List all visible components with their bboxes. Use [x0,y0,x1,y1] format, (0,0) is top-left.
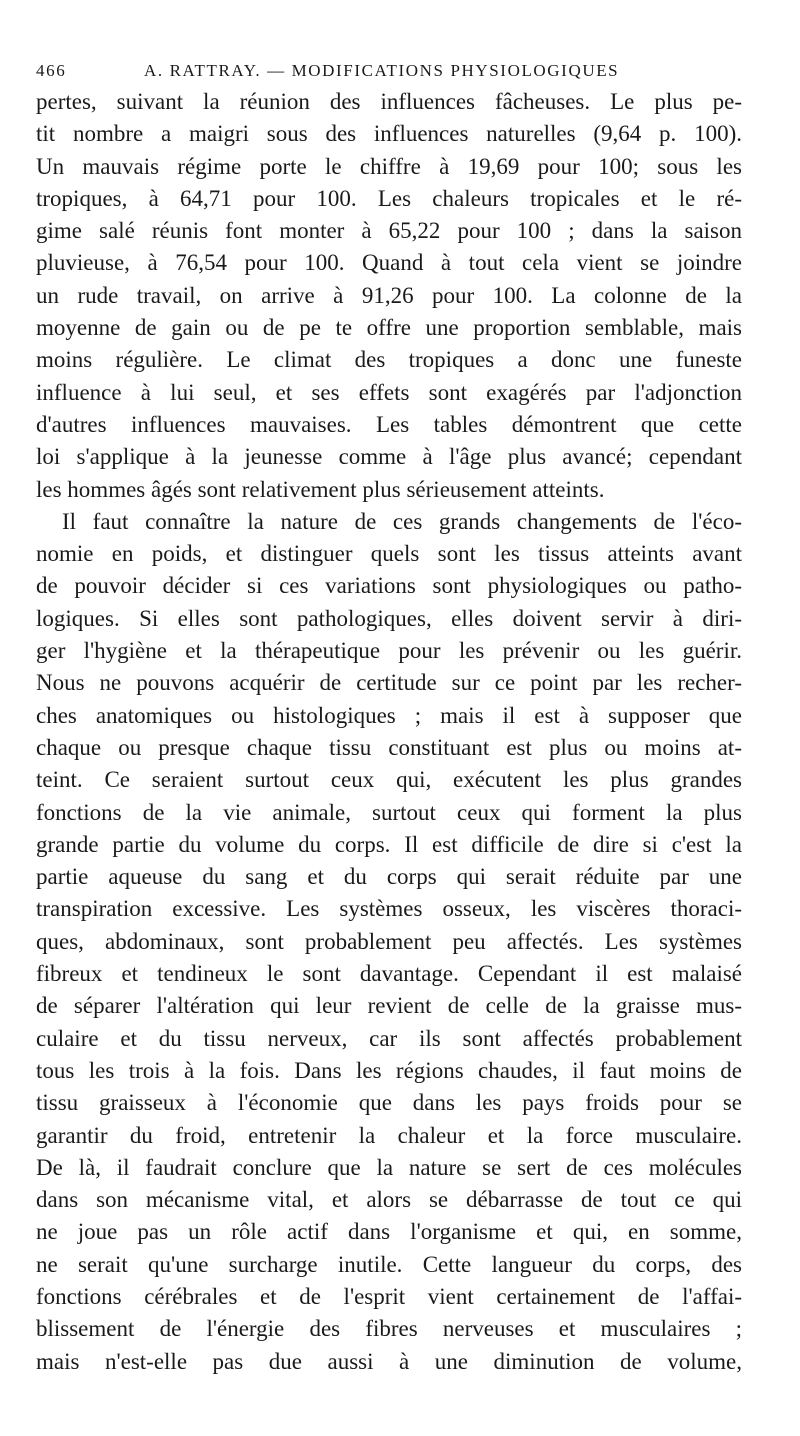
text-line: tit nombre a maigri sous des influences naturelles (9,64 p. 100). [36,121,742,147]
text-line: nomie en poids, et distinguer quels sont les tissus atteints avant [36,541,742,567]
text-line: culaire et du tissu nerveux, car ils sont affectés probablement [36,1025,742,1051]
body-text [36,86,742,1378]
text-line: de pouvoir décider si ces variations sont physiologiques ou patho- [36,573,742,599]
text-line: Un mauvais régime porte le chiffre à 19,69 pour 100; sous les [36,153,742,179]
text-line: moyenne de gain ou de pe te offre une proportion semblable, mais [36,315,742,341]
text-line: influence à lui seul, et ses effets sont exagérés par l'adjonction [36,379,742,405]
text-line: loi s'applique à la jeunesse comme à l'âge plus avancé; cependant [36,444,742,470]
text-line: pertes, suivant la réunion des influences fâcheuses. Le plus pe- [36,89,742,114]
text-line: un rude travail, on arrive à 91,26 pour 100. La colonne de la [36,282,742,308]
text-line: ne serait qu'une surcharge inutile. Cette langueur du corps, des [36,1251,742,1277]
text-line: transpiration excessive. Les systèmes osseux, les viscères thoraci- [36,896,742,922]
text-line: logiques. Si elles sont pathologiques, elles doivent servir à diri- [36,605,742,631]
text-line: dans son mécanisme vital, et alors se débarrasse de tout ce qui [36,1187,742,1213]
text-line: Nous ne pouvons acquérir de certitude sur ce point par les recher- [36,670,742,696]
text-line: tissu graisseux à l'économie que dans les pays froids pour se [36,1090,742,1116]
text-line: fonctions de la vie animale, surtout ceux qui forment la plus [36,799,742,825]
text-line: ger l'hygiène et la thérapeutique pour les prévenir ou les guérir. [36,638,742,664]
text-line: mais n'est-elle pas due aussi à une diminution de volume, [36,1348,742,1374]
text-line: blissement de l'énergie des fibres nerveuses et musculaires ; [36,1316,742,1342]
text-line: ches anatomiques ou histologiques ; mais il est à supposer que [36,702,742,728]
text-line: de séparer l'altération qui leur revient de celle de la graisse mus- [36,993,742,1019]
text-line: ques, abdominaux, sont probablement peu affectés. Les systèmes [36,928,742,954]
running-head [36,58,742,84]
text-line: garantir du froid, entretenir la chaleur et la force musculaire. [36,1122,742,1148]
text-line: d'autres influences mauvaises. Les tables démontrent que cette [36,411,742,437]
text-line: teint. Ce seraient surtout ceux qui, exécutent les plus grandes [36,767,742,793]
text-line: tropiques, à 64,71 pour 100. Les chaleurs tropicales et le ré- [36,185,742,211]
text-line: partie aqueuse du sang et du corps qui serait réduite par une [36,864,742,890]
text-line: moins régulière. Le climat des tropiques a donc une funeste [36,347,742,373]
text-line: pluvieuse, à 76,54 pour 100. Quand à tout cela vient se joindre [36,250,742,276]
text-line: ne joue pas un rôle actif dans l'organisme et qui, en somme, [36,1219,742,1245]
text-line: fibreux et tendineux le sont davantage. Cependant il est malaisé [36,961,742,987]
text-line: grande partie du volume du corps. Il est difficile de dire si c'est la [36,831,742,857]
text-line: chaque ou presque chaque tissu constituant est plus ou moins at- [36,734,742,760]
document-page [36,0,742,1436]
text-line: Il faut connaître la nature de ces grands changements de l'éco- [62,508,742,534]
text-line: tous les trois à la fois. Dans les régions chaudes, il faut moins de [36,1057,742,1083]
text-line: De là, il faudrait conclure que la nature se sert de ces molécules [36,1154,742,1180]
running-head-title: A. RATTRAY. — MODIFICATIONS PHYSIOLOGIQUES [144,61,620,80]
text-line: les hommes âgés sont relativement plus sérieusement atteints. [36,476,605,502]
text-line: fonctions cérébrales et de l'esprit vient certainement de l'affai- [36,1283,742,1309]
page-number: 466 [36,61,67,80]
text-line: gime salé réunis font monter à 65,22 pour 100 ; dans la saison [36,218,742,244]
